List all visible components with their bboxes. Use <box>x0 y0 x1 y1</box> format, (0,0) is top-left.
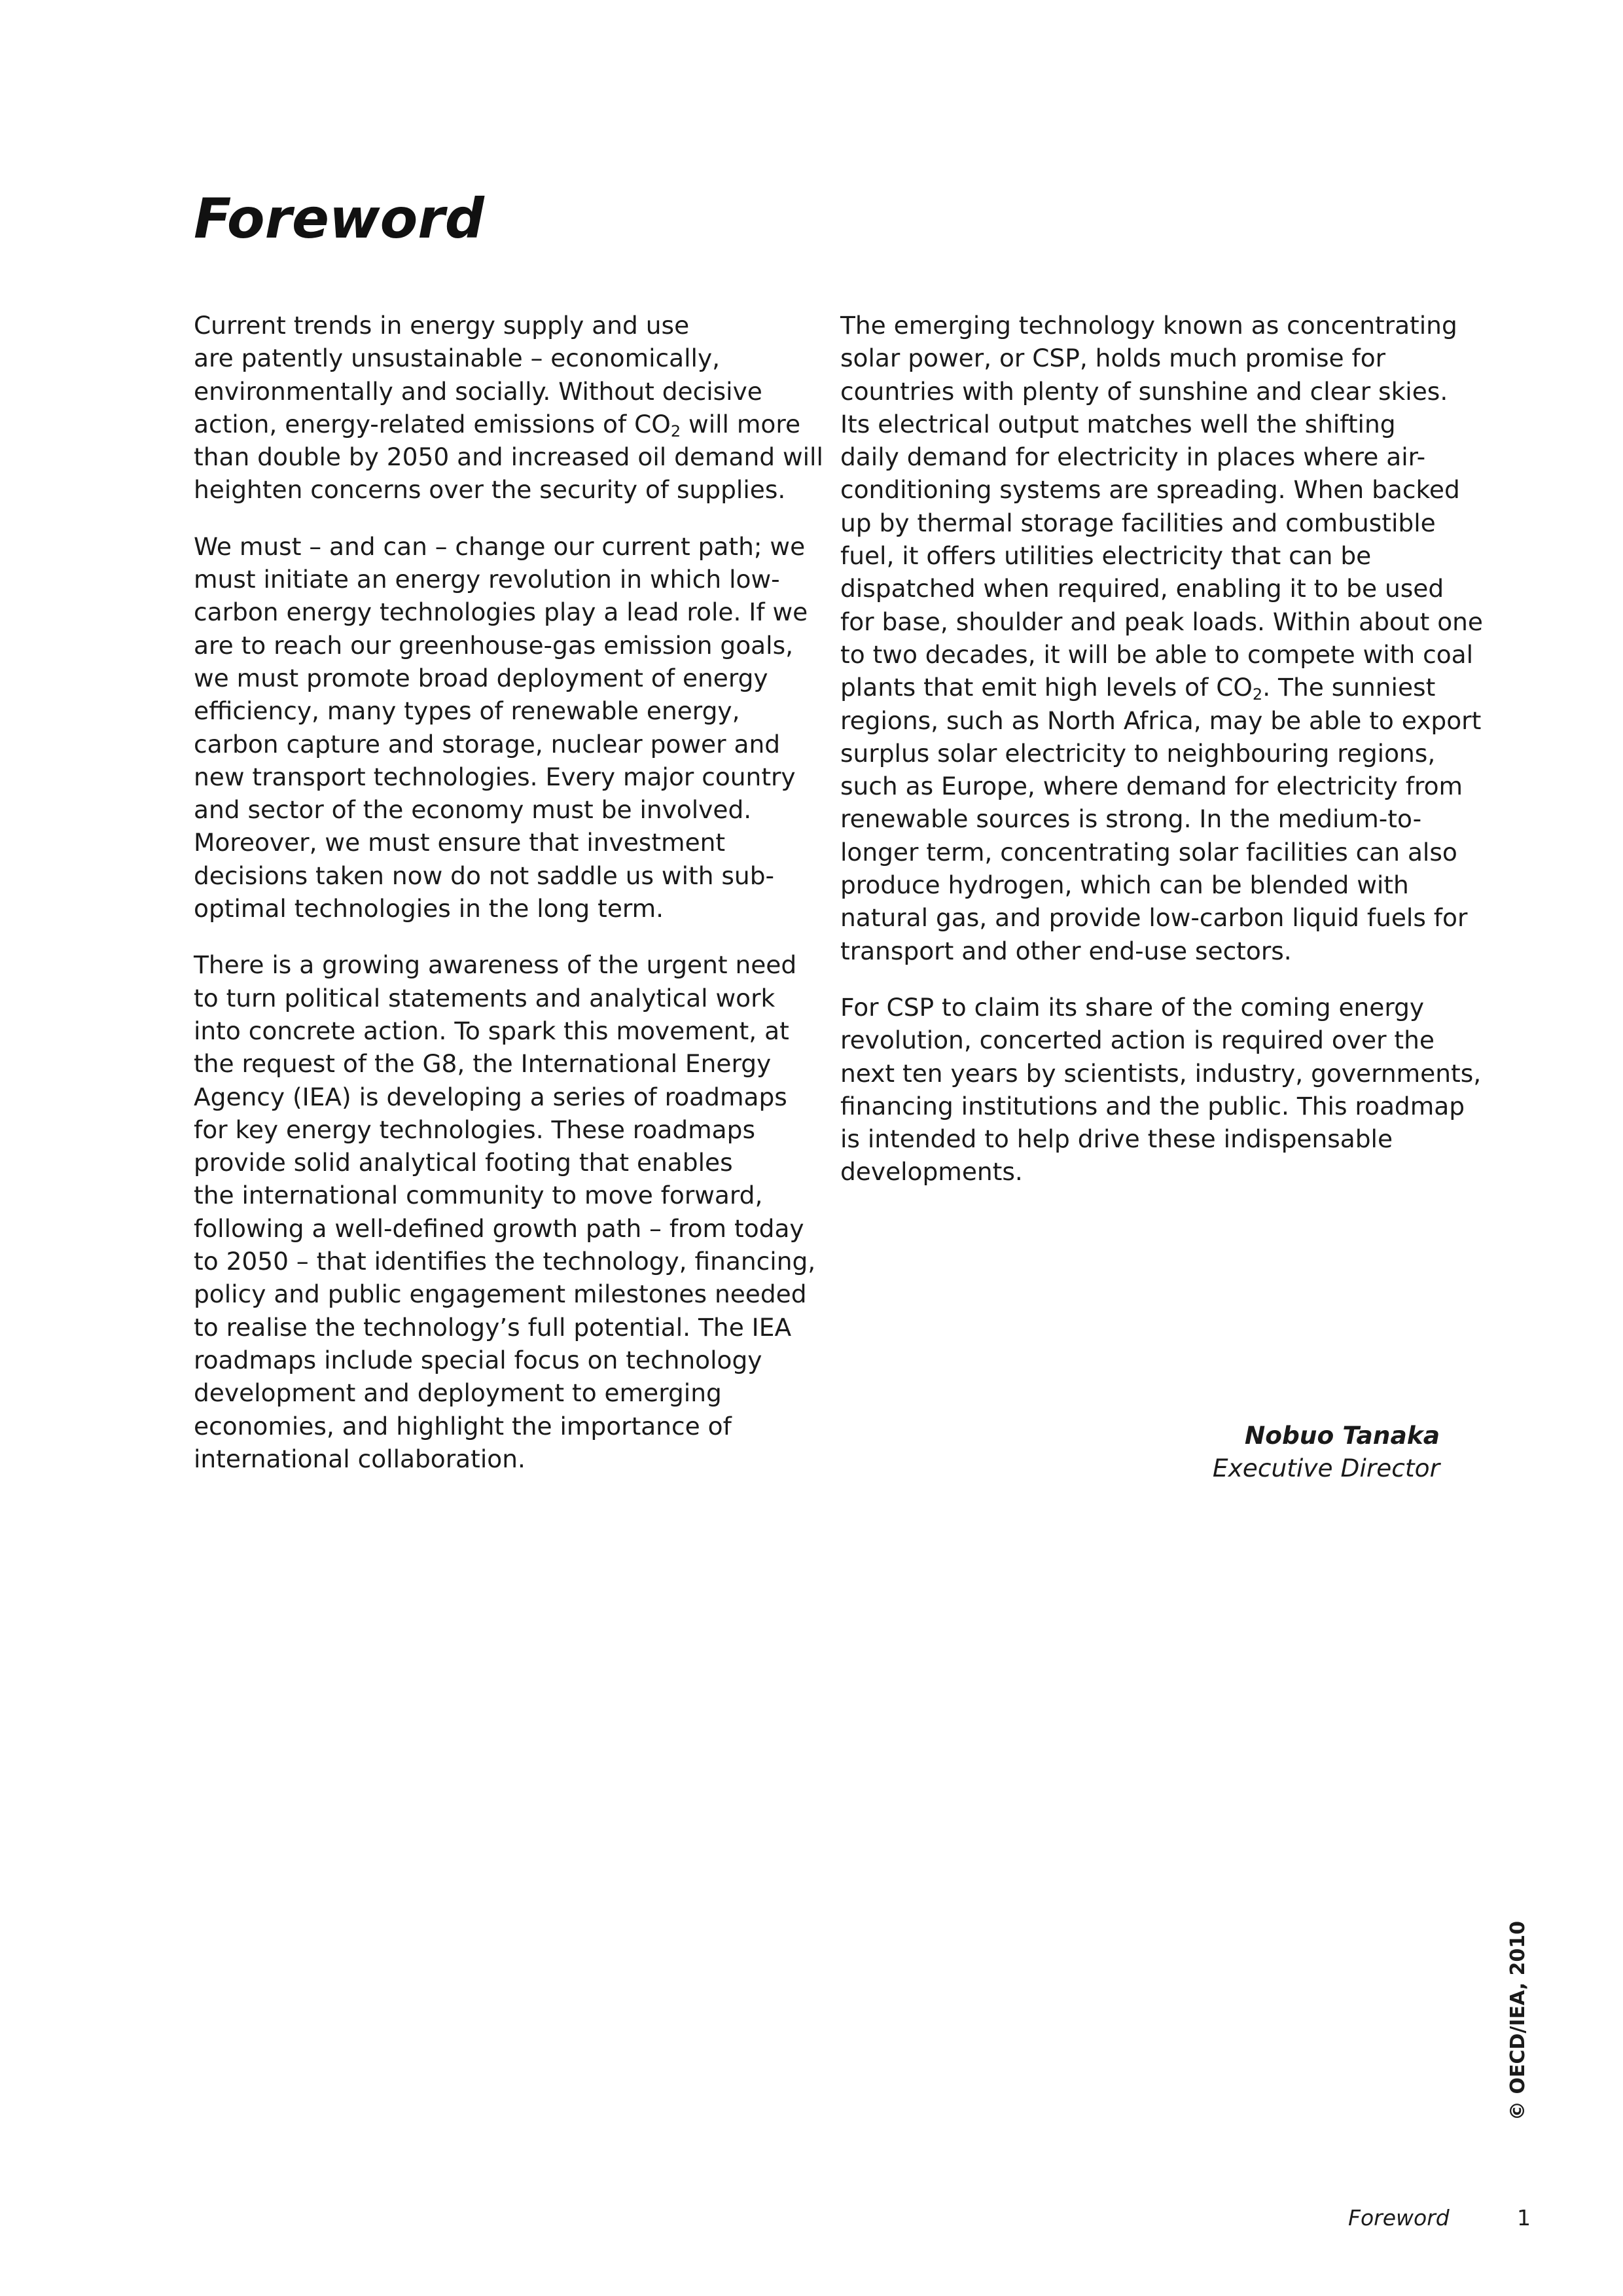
text-line: Agency (IEA) is developing a series of roadmaps <box>194 1082 787 1111</box>
text-line: for key energy technologies. These roadmaps <box>194 1115 755 1144</box>
text-line: We must – and can – change our current path; we <box>194 531 806 561</box>
text-fragment: will more <box>681 409 801 439</box>
text-line: policy and public engagement milestones needed <box>194 1280 807 1309</box>
text-line: and sector of the economy must be involved. <box>194 795 752 825</box>
text-line: revolution, concerted action is required over the <box>840 1026 1435 1055</box>
footer-section-label: Foreword <box>1348 2205 1450 2231</box>
text-line <box>194 408 809 440</box>
text-line: efficiency, many types of renewable energy, <box>194 696 740 726</box>
text-line: to two decades, it will be able to compete with coal <box>840 639 1474 669</box>
text-line: economies, and highlight the importance of <box>194 1411 732 1441</box>
text-line: next ten years by scientists, industry, governments, <box>840 1058 1482 1088</box>
text-fragment: action, energy-related emissions of CO <box>194 409 671 439</box>
text-line: environmentally and socially. Without decisive <box>194 376 762 406</box>
paragraph-energy-revolution <box>194 530 809 925</box>
text-line: solar power, or CSP, holds much promise for <box>840 344 1386 373</box>
text-line <box>840 671 1455 704</box>
text-line: developments. <box>840 1157 1023 1187</box>
text-line: For CSP to claim its share of the coming energy <box>840 992 1425 1022</box>
text-line: The emerging technology known as concentrating <box>840 311 1457 340</box>
text-line: development and deployment to emerging <box>194 1378 722 1408</box>
text-line: are to reach our greenhouse-gas emission goals, <box>194 630 794 660</box>
text-fragment: plants that emit high levels of CO <box>840 673 1253 702</box>
text-line: Moreover, we must ensure that investment <box>194 828 726 857</box>
page-number: 1 <box>1517 2205 1531 2231</box>
text-line: decisions taken now do not saddle us with sub- <box>194 861 775 890</box>
text-line: regions, such as North Africa, may be able to export <box>840 706 1482 735</box>
paragraph-roadmaps <box>194 948 816 1475</box>
text-line: is intended to help drive these indispensable <box>840 1124 1393 1154</box>
text-line: provide solid analytical footing that enables <box>194 1148 733 1177</box>
text-line: such as Europe, where demand for electricity from <box>840 772 1463 801</box>
text-line: roadmaps include special focus on technology <box>194 1345 762 1374</box>
text-line: natural gas, and provide low-carbon liquid fuels for <box>840 903 1468 933</box>
paragraph-call-to-action <box>840 991 1482 1189</box>
text-line: than double by 2050 and increased oil demand will <box>194 442 823 472</box>
right-column <box>840 309 1483 1212</box>
text-line: are patently unsustainable – economically, <box>194 344 721 373</box>
subscript-2: 2 <box>670 422 681 440</box>
text-line: new transport technologies. Every major country <box>194 762 796 791</box>
text-line: must initiate an energy revolution in which low- <box>194 565 780 594</box>
page-title: Foreword <box>194 187 484 251</box>
text-line: Its electrical output matches well the shifting <box>840 409 1396 439</box>
text-line: longer term, concentrating solar facilities can also <box>840 837 1457 867</box>
text-line: heighten concerns over the security of supplies. <box>194 475 786 505</box>
text-line: There is a growing awareness of the urgent need <box>194 950 797 980</box>
subscript-2: 2 <box>1252 685 1263 704</box>
text-line: into concrete action. To spark this movement, at <box>194 1016 789 1045</box>
text-line: for base, shoulder and peak loads. Within about one <box>840 607 1483 636</box>
copyright-notice: © OECD/IEA, 2010 <box>1507 1920 1529 2121</box>
paragraph-csp-technology <box>840 309 1483 967</box>
text-line: to 2050 – that identifies the technology, financing, <box>194 1247 816 1276</box>
text-line: daily demand for electricity in places where air- <box>840 442 1426 472</box>
text-line: fuel, it offers utilities electricity that can be <box>840 541 1372 571</box>
paragraph-trends <box>194 309 823 507</box>
text-line: financing institutions and the public. This roadmap <box>840 1091 1465 1121</box>
text-fragment: . The sunniest <box>1262 673 1436 702</box>
text-line: to realise the technology’s full potential. The IEA <box>194 1312 792 1342</box>
signatory-role: Executive Director <box>1212 1454 1440 1482</box>
text-line: to turn political statements and analytical work <box>194 983 776 1013</box>
text-line: following a well-defined growth path – from today <box>194 1213 804 1243</box>
text-line: carbon capture and storage, nuclear power and <box>194 729 781 759</box>
text-line: up by thermal storage facilities and combustible <box>840 508 1436 537</box>
text-line: surplus solar electricity to neighbouring regions, <box>840 738 1436 768</box>
left-column <box>194 309 823 1499</box>
text-line: countries with plenty of sunshine and clear skies. <box>840 376 1448 406</box>
text-line: conditioning systems are spreading. When backed <box>840 475 1460 505</box>
text-line: we must promote broad deployment of energy <box>194 663 768 692</box>
text-line: the request of the G8, the International Energy <box>194 1049 772 1079</box>
text-line: optimal technologies in the long term. <box>194 894 664 924</box>
text-line: international collaboration. <box>194 1444 526 1473</box>
signatory-name: Nobuo Tanaka <box>1244 1421 1440 1450</box>
signature-block <box>1213 1419 1440 1484</box>
text-line: transport and other end-use sectors. <box>840 936 1292 965</box>
text-line: carbon energy technologies play a lead role. If we <box>194 598 808 627</box>
text-line: renewable sources is strong. In the medium-to- <box>840 804 1422 834</box>
text-line: Current trends in energy supply and use <box>194 311 690 340</box>
text-line: produce hydrogen, which can be blended with <box>840 870 1409 900</box>
text-line: the international community to move forward, <box>194 1181 763 1210</box>
text-line: dispatched when required, enabling it to be used <box>840 574 1444 603</box>
